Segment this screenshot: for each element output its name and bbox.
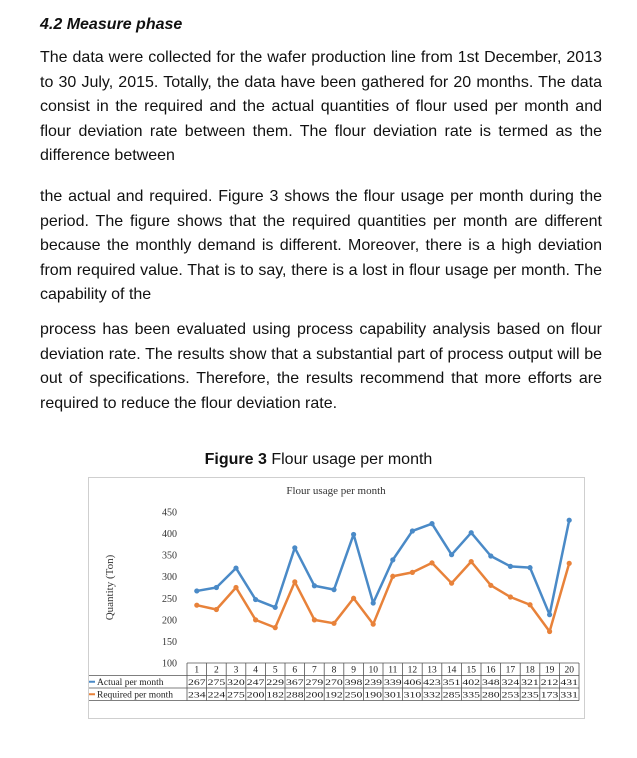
data-table-value: 331 [560, 689, 578, 700]
data-point [567, 518, 572, 523]
data-table-value: 190 [364, 689, 383, 700]
data-table-value: 321 [521, 677, 539, 687]
data-point [390, 557, 395, 562]
data-point [469, 559, 474, 564]
data-table-value: 192 [325, 689, 343, 700]
data-point [429, 560, 434, 565]
x-category-label: 7 [312, 665, 317, 676]
x-category-label: 14 [446, 665, 457, 676]
data-point [351, 596, 356, 601]
x-category-label: 8 [331, 665, 337, 676]
data-point [233, 565, 238, 570]
data-point [527, 565, 532, 570]
data-table-value: 367 [286, 677, 305, 687]
data-table-value: 339 [384, 677, 402, 687]
data-point [488, 583, 493, 588]
data-point [390, 574, 395, 579]
data-point [547, 629, 552, 634]
x-category-label: 10 [368, 665, 378, 676]
data-point [351, 532, 356, 537]
chart-title: Flour usage per month [286, 485, 386, 497]
y-axis-label: Quantity (Ton) [104, 554, 116, 621]
data-point [488, 553, 493, 558]
chart-container [88, 477, 585, 719]
data-table-value: 253 [501, 689, 520, 700]
flour-usage-chart [89, 478, 584, 718]
data-table-value: 423 [423, 677, 441, 687]
data-point [527, 602, 532, 607]
data-point [449, 552, 454, 557]
data-table-value: 267 [188, 677, 207, 687]
data-table-value: 335 [462, 689, 481, 700]
data-point [410, 570, 415, 575]
data-table-value: 279 [305, 677, 324, 687]
data-point [292, 545, 297, 550]
data-table-value: 320 [227, 677, 245, 687]
data-table-value: 235 [521, 689, 539, 700]
data-point [312, 617, 317, 622]
data-point [273, 605, 278, 610]
data-point [331, 587, 336, 592]
data-table-value: 431 [560, 677, 578, 687]
y-tick-label: 300 [162, 572, 177, 584]
data-table-value: 275 [227, 689, 245, 700]
x-category-label: 13 [427, 665, 437, 676]
figure-label: Figure 3 [204, 451, 267, 468]
data-table-value: 239 [364, 677, 383, 687]
x-category-label: 2 [214, 665, 219, 676]
data-point [194, 588, 199, 593]
x-category-label: 19 [544, 665, 555, 676]
data-point [214, 585, 219, 590]
y-tick-label: 400 [162, 529, 177, 541]
x-category-label: 18 [525, 665, 535, 676]
data-table-value: 250 [344, 689, 363, 700]
data-point [214, 607, 219, 612]
data-point [312, 583, 317, 588]
y-tick-label: 250 [162, 593, 177, 605]
data-point [371, 622, 376, 627]
x-category-label: 12 [407, 665, 418, 676]
data-table-value: 301 [384, 689, 402, 700]
data-point [508, 564, 513, 569]
data-table-value: 288 [286, 689, 304, 700]
data-point [547, 612, 552, 617]
data-table-value: 270 [325, 677, 343, 687]
data-point [331, 621, 336, 626]
data-table-value: 247 [246, 677, 266, 687]
y-tick-label: 200 [162, 615, 177, 627]
legend-label: Required per month [97, 690, 173, 701]
x-category-label: 6 [292, 665, 298, 676]
data-table-value: 351 [442, 677, 461, 687]
paragraph-3: process has been evaluated using process capability analysis based on flour deviation rate. The results show that a substantial part of process output will be out of specifications. Therefore, the results recommend that more efforts are required to reduce the flour deviation rate. [40, 321, 602, 412]
paragraph-2: the actual and required. Figure 3 shows the flour usage per month during the period. The figure shows that the required quantities per month are different because the monthly demand is different. Moreover, there is a high deviation from required value. That is to say, there is a lost in flour usage per month. The capability of the [40, 188, 602, 303]
data-point [508, 594, 513, 599]
data-table-value: 275 [207, 677, 226, 687]
x-category-label: 5 [272, 665, 278, 676]
data-point [194, 603, 199, 608]
section-heading: 4.2 Measure phase [40, 16, 183, 33]
data-table-value: 285 [442, 689, 461, 700]
data-table-value: 324 [501, 677, 521, 687]
data-table-value: 234 [188, 689, 207, 700]
data-table-value: 224 [207, 689, 227, 700]
data-table-value: 310 [403, 689, 422, 700]
paragraph-1: The data were collected for the wafer production line from 1st December, 2013 to 30 July, 2015. Totally, the data have been gathered for 20 months. The data consist in the required and the actual quantities of flour used per month and flour deviation rate between them. The flour deviation rate is termed as the difference between [40, 49, 602, 164]
x-category-label: 17 [505, 665, 516, 676]
data-table-value: 182 [266, 689, 284, 700]
data-table-value: 280 [482, 689, 500, 700]
y-tick-label: 100 [162, 658, 177, 670]
y-tick-label: 150 [162, 636, 177, 648]
x-category-label: 1 [194, 665, 200, 676]
y-tick-label: 450 [162, 507, 177, 519]
x-category-label: 11 [388, 665, 398, 676]
figure-caption-text: Flour usage per month [271, 451, 433, 468]
x-category-label: 20 [564, 665, 574, 676]
data-table-value: 398 [344, 677, 363, 687]
x-category-label: 3 [233, 665, 239, 676]
data-table-value: 229 [266, 677, 284, 687]
figure-caption [0, 451, 637, 469]
data-table-value: 402 [462, 677, 481, 687]
data-point [469, 530, 474, 535]
data-point [253, 597, 258, 602]
x-category-label: 9 [351, 665, 356, 676]
data-point [410, 528, 415, 533]
data-point [429, 521, 434, 526]
data-table-value: 406 [403, 677, 423, 687]
data-table-value: 200 [246, 689, 265, 700]
legend-label: Actual per month [97, 678, 164, 688]
data-table-value: 348 [482, 677, 500, 687]
data-point [292, 579, 297, 584]
data-point [253, 617, 258, 622]
data-point [449, 581, 454, 586]
data-point [233, 585, 238, 590]
data-point [567, 561, 572, 566]
data-point [273, 625, 278, 630]
data-table-value: 173 [540, 689, 559, 700]
data-point [371, 600, 376, 605]
data-table-value: 212 [540, 677, 559, 687]
x-category-label: 4 [253, 665, 258, 676]
data-table-value: 200 [305, 689, 324, 700]
y-tick-label: 350 [162, 550, 177, 562]
data-table-value: 332 [423, 689, 441, 700]
x-category-label: 15 [466, 665, 476, 676]
x-category-label: 16 [486, 665, 496, 676]
